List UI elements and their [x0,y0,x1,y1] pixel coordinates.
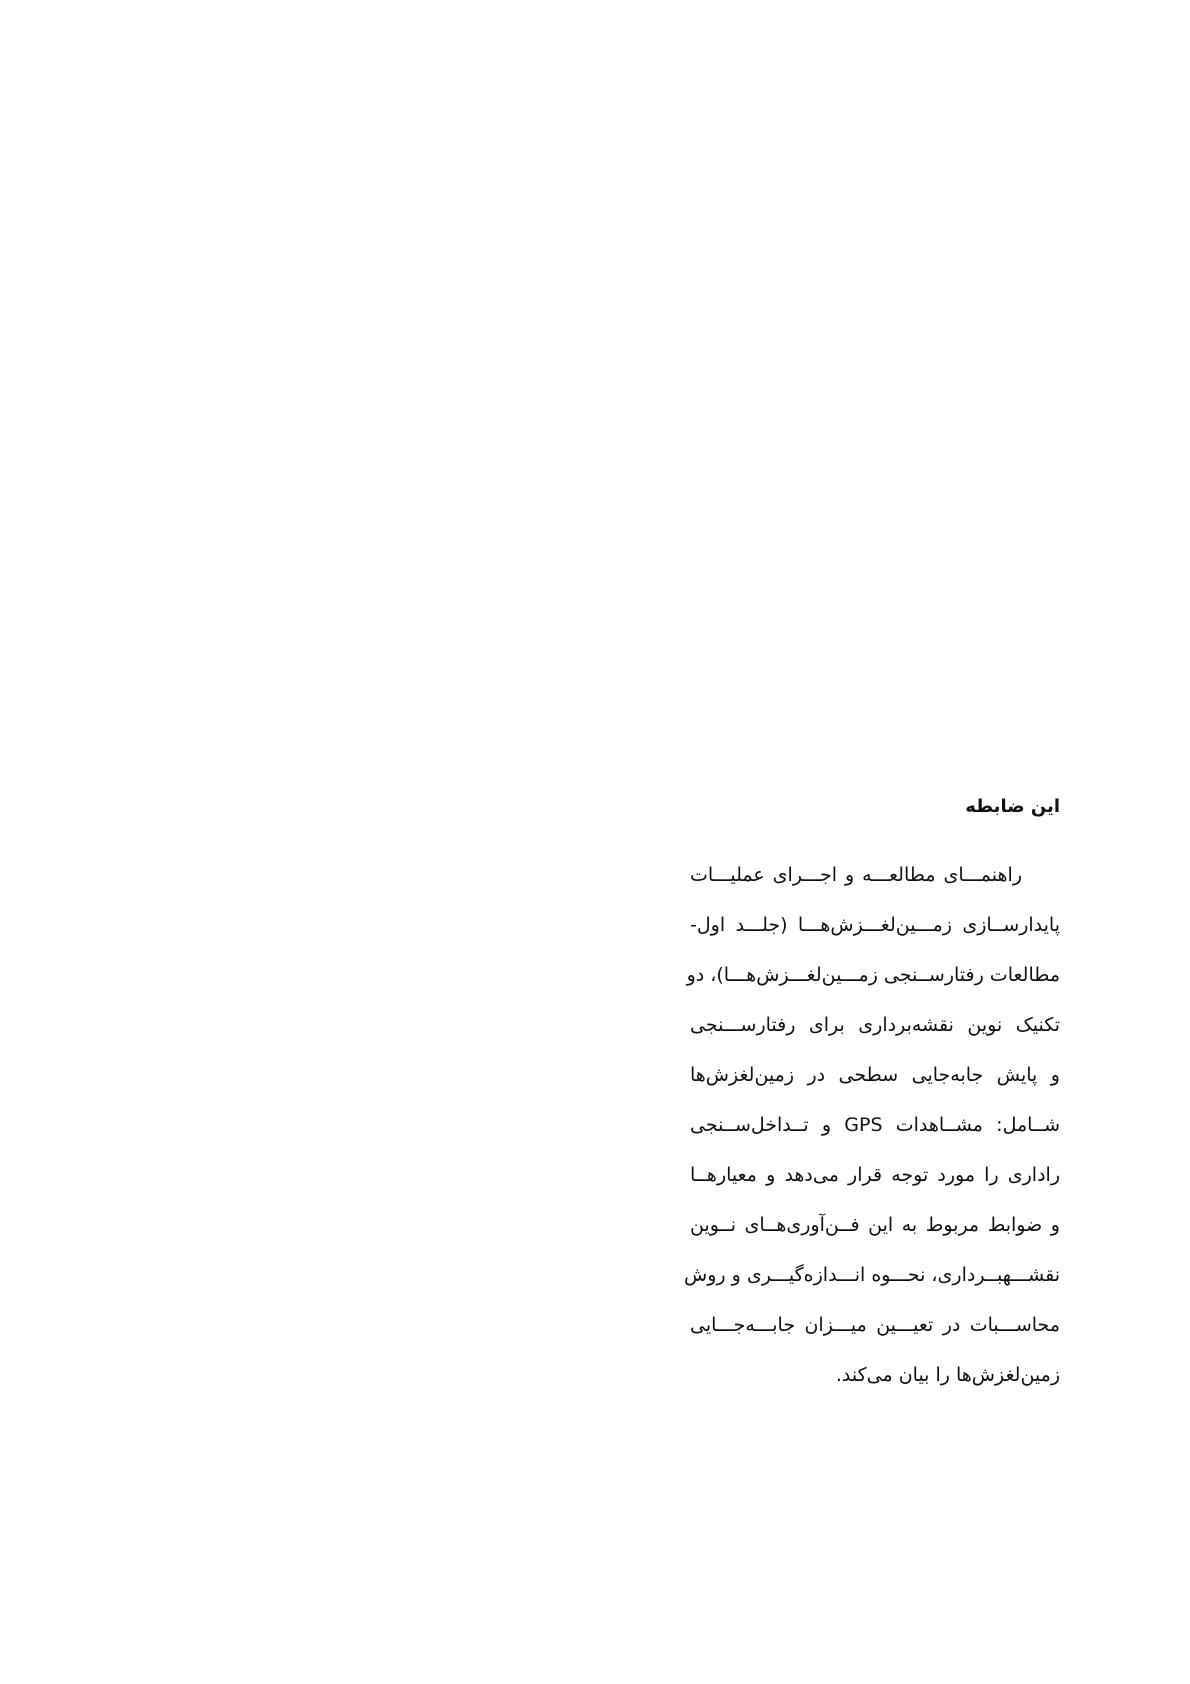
abstract-line-6: شــامل: مشــاهدات GPS و تــداخل‌ســنجی [690,1114,1060,1136]
abstract-line-9: نقشـــهبــرداری، نحـــوه انـــدازه‌گیـــری و روش [684,1264,1060,1286]
abstract-line-10: محاســـبات در تعیـــین میـــزان جابـــه‌جـــایی [690,1314,1060,1336]
abstract-block [684,792,1060,1400]
abstract-line-8: و ضوابط مربوط به این فــن‌آوری‌هــای نــوین [690,1214,1060,1236]
abstract-body [684,850,1060,1400]
abstract-line-7: راداری را مورد توجه قرار می‌دهد و معیارهــا [690,1164,1060,1186]
abstract-line-4: تکنیک نوین نقشه‌برداری برای رفتارســـنجی [690,1014,1060,1036]
abstract-line-5: و پایش جابه‌جایی سطحی در زمین‌لغزش‌ها [690,1064,1060,1086]
abstract-line-3: مطالعات رفتارســنجی زمـــین‌لغـــزش‌هـــا)، دو [686,964,1060,986]
abstract-line-1: راهنمـــای مطالعـــه و اجـــرای عملیـــات [690,864,1022,886]
abstract-heading: این ضابطه [965,796,1060,817]
abstract-line-11: زمین‌لغزش‌ها را بیان می‌کند. [835,1364,1060,1386]
abstract-line-2: پایدارســازی زمـــین‌لغـــزش‌هـــا (جلـــد اول- [690,914,1060,936]
